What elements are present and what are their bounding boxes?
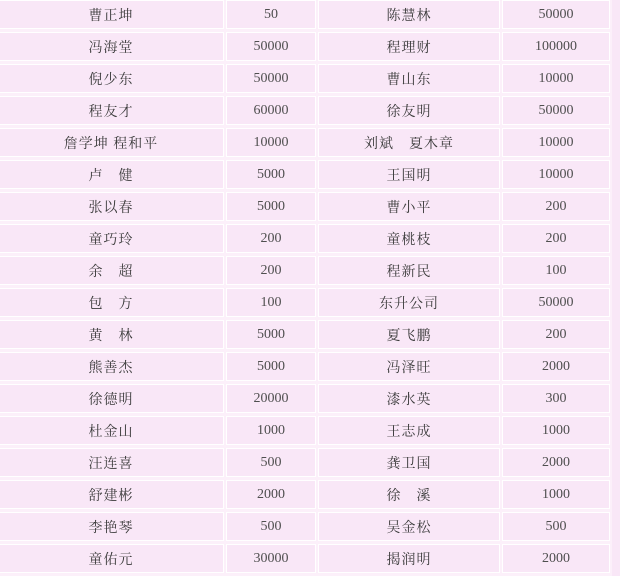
donor-name-cell: 曹小平 [318,192,500,221]
table-row [0,416,610,445]
table-row [0,64,610,93]
donor-name-cell: 包 方 [0,288,224,317]
donor-name-cell: 熊善杰 [0,352,224,381]
donor-name-cell: 倪少东 [0,64,224,93]
donor-name-cell: 程新民 [318,256,500,285]
donor-name-cell: 刘斌 夏木章 [318,128,500,157]
donor-name-cell: 杜金山 [0,416,224,445]
amount-cell: 300 [502,384,610,413]
donor-name-cell: 曹正坤 [0,0,224,29]
donor-name-cell: 卢 健 [0,160,224,189]
donor-name-cell: 张以春 [0,192,224,221]
amount-cell: 2000 [502,544,610,573]
amount-cell: 100 [226,288,316,317]
donor-name-cell: 余 超 [0,256,224,285]
donor-name-cell: 徐 溪 [318,480,500,509]
amount-cell: 50000 [226,32,316,61]
amount-cell: 200 [226,256,316,285]
amount-cell: 500 [226,512,316,541]
table-row [0,480,610,509]
amount-cell: 200 [502,224,610,253]
donor-name-cell: 龚卫国 [318,448,500,477]
donor-name-cell: 漆水英 [318,384,500,413]
donor-name-cell: 舒建彬 [0,480,224,509]
table-row [0,320,610,349]
donor-name-cell: 吴金松 [318,512,500,541]
donor-name-cell: 童佑元 [0,544,224,573]
table-row [0,288,610,317]
amount-cell: 10000 [226,128,316,157]
amount-cell: 1000 [502,480,610,509]
donor-name-cell: 冯海堂 [0,32,224,61]
amount-cell: 5000 [226,160,316,189]
amount-cell: 10000 [502,160,610,189]
table-row [0,0,610,29]
donor-name-cell: 童桃枝 [318,224,500,253]
amount-cell: 200 [502,192,610,221]
amount-cell: 200 [502,320,610,349]
table-row [0,96,610,125]
table-row [0,512,610,541]
donor-name-cell: 曹山东 [318,64,500,93]
donor-name-cell: 詹学坤 程和平 [0,128,224,157]
table-row [0,448,610,477]
amount-cell: 100000 [502,32,610,61]
amount-cell: 100 [502,256,610,285]
amount-cell: 30000 [226,544,316,573]
amount-cell: 2000 [502,352,610,381]
amount-cell: 10000 [502,64,610,93]
donor-name-cell: 程理财 [318,32,500,61]
table-row [0,384,610,413]
table-row [0,128,610,157]
donor-name-cell: 李艳琴 [0,512,224,541]
donor-name-cell: 徐德明 [0,384,224,413]
amount-cell: 10000 [502,128,610,157]
amount-cell: 50000 [502,0,610,29]
amount-cell: 500 [226,448,316,477]
amount-cell: 50000 [502,96,610,125]
amount-cell: 1000 [502,416,610,445]
donor-name-cell: 徐友明 [318,96,500,125]
donor-name-cell: 王国明 [318,160,500,189]
donor-name-cell: 黄 林 [0,320,224,349]
amount-cell: 50000 [226,64,316,93]
table-row [0,160,610,189]
donor-name-cell: 揭润明 [318,544,500,573]
table-row [0,256,610,285]
amount-cell: 1000 [226,416,316,445]
donor-name-cell: 童巧玲 [0,224,224,253]
table-row [0,32,610,61]
table-row [0,192,610,221]
amount-cell: 50000 [502,288,610,317]
table-row [0,224,610,253]
amount-cell: 60000 [226,96,316,125]
table-row [0,544,610,573]
amount-cell: 5000 [226,192,316,221]
donor-name-cell: 汪连喜 [0,448,224,477]
donor-name-cell: 王志成 [318,416,500,445]
amount-cell: 50 [226,0,316,29]
amount-cell: 20000 [226,384,316,413]
amount-cell: 500 [502,512,610,541]
donor-name-cell: 东升公司 [318,288,500,317]
amount-cell: 5000 [226,320,316,349]
donor-name-cell: 夏飞鹏 [318,320,500,349]
table-row [0,352,610,381]
amount-cell: 2000 [502,448,610,477]
donor-name-cell: 陈慧林 [318,0,500,29]
amount-cell: 2000 [226,480,316,509]
amount-cell: 5000 [226,352,316,381]
donor-name-cell: 程友才 [0,96,224,125]
donor-name-cell: 冯泽旺 [318,352,500,381]
amount-cell: 200 [226,224,316,253]
